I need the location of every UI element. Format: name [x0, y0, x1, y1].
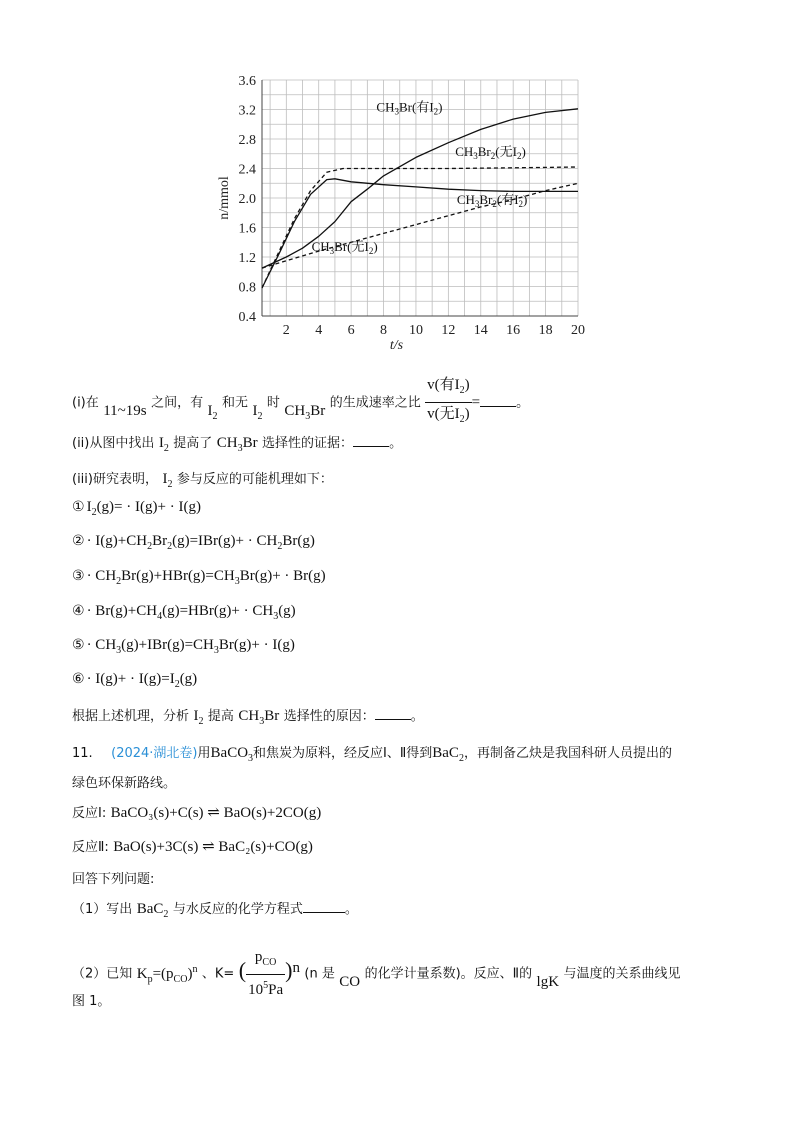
- analysis-mid: 提高: [207, 709, 234, 724]
- mechanism-step: [72, 668, 197, 696]
- reaction-2-equation: BaO(s)+3C(s) ⇌ BaC₂(s)+CO(g): [113, 839, 313, 855]
- q11-part2-line2: 图 1。: [72, 994, 111, 1009]
- kp-expression: $K_p=(p_{CO})^n$: [136, 963, 198, 985]
- q11-part2: （2）已知 $K_p=(p_{CO})^n$ 、K= ( $\frac{p_{CO}}{10^5Pa}$ )$^n$ (n 是 CO 的化学计量系数)。反应、Ⅱ的 lgK 与温度的关系曲线见: [72, 946, 681, 1001]
- q-ii-i2: $I_2$: [158, 435, 169, 454]
- y-tick-label: 2.0: [238, 192, 256, 207]
- q-i-between: 之间，有: [151, 395, 204, 411]
- mechanism-step: [72, 634, 295, 662]
- mechanism-step: [72, 496, 201, 524]
- series-label: $CH_3Br_2$(有$I_2$): [456, 191, 528, 209]
- q-ii-product: $CH_3Br$: [216, 435, 258, 454]
- y-tick-label: 3.6: [238, 74, 256, 89]
- y-axis-label: n/mmol: [217, 176, 232, 220]
- q-ii-mid: 提高了: [173, 436, 213, 451]
- answer-blank-analysis: [375, 707, 411, 720]
- q-i-product: $CH_3Br$: [284, 402, 326, 422]
- step-equation: · $CH_2Br(g)+HBr(g)=CH_3Br(g)+ \cdot Br(g)$: [86, 568, 326, 587]
- reaction-2: 反应Ⅱ: BaO(s)+3C(s) ⇌ BaC₂(s)+CO(g): [72, 839, 313, 855]
- y-tick-label: 0.8: [238, 280, 256, 296]
- reaction-1: 反应Ⅰ: BaCO₃(s)+C(s) ⇌ BaO(s)+2CO(g): [72, 805, 322, 821]
- x-tick-label: 6: [347, 323, 355, 338]
- y-tick-label: 0.4: [238, 310, 256, 325]
- q-iii-suffix: 参与反应的可能机理如下：: [176, 472, 333, 487]
- q-i-when: 时: [266, 395, 280, 411]
- q11-line2: 绿色环保新路线。: [72, 776, 177, 791]
- series-label: $CH_3Br$(有$I_2$): [376, 99, 443, 117]
- q-iii-i2: $I_2$: [162, 471, 173, 490]
- question-iii: [72, 468, 333, 496]
- q-i-i2b: $I_2$: [252, 402, 263, 422]
- bac2: BaC$_2$: [432, 745, 464, 764]
- x-tick-label: 8: [380, 323, 388, 338]
- analysis-suffix: 选择性的原因：: [283, 709, 375, 724]
- q-i-eq: =: [471, 394, 481, 411]
- mechanism-step: [72, 565, 326, 593]
- q-i-range: 11~19s: [103, 402, 147, 419]
- x-tick-label: 18: [538, 323, 553, 338]
- p1-bac2: BaC$_2$: [136, 901, 169, 920]
- step-number: ④: [72, 603, 85, 619]
- k-fraction: $\frac{p_{CO}}{10^5Pa}$: [246, 946, 285, 1001]
- x-tick-label: 16: [506, 323, 521, 338]
- q-i-prefix: (i)在: [72, 395, 99, 411]
- step-equation: · $CH_3(g)+IBr(g)=CH_3Br(g)+ \cdot I(g)$: [86, 637, 295, 656]
- step-number: ③: [72, 568, 85, 584]
- q-i-and-none: 和无: [222, 395, 249, 411]
- q-ii-suffix: 选择性的证据：: [262, 436, 354, 451]
- question-i: (i)在 11~19s 之间，有 $I_2$ 和无 $I_2$ 时 $CH_3Br$ 的生成速率之比 $\frac{v(有I_2)}{v(无I_2)}$ = 。: [72, 374, 529, 431]
- x-axis-label: t/s: [389, 338, 404, 353]
- x-tick-label: 20: [571, 323, 585, 338]
- answer-blank-p1: [303, 900, 345, 913]
- y-tick-label: 3.2: [238, 103, 256, 119]
- reaction-1-equation: BaCO₃(s)+C(s) ⇌ BaO(s)+2CO(g): [110, 805, 322, 821]
- analysis-question: 根据上述机理，分析 $I_2$ 提高 $CH_3Br$ 选择性的原因： 。: [72, 708, 424, 727]
- step-number: ⑤: [72, 637, 85, 653]
- baco3: BaCO$_3$: [210, 745, 254, 764]
- y-tick-label: 2.4: [238, 162, 256, 178]
- q11-line1: 11. (2024·湖北卷)用BaCO$_3$和焦炭为原料，经反应Ⅰ、Ⅱ得到BaC$_2$，再制备乙炔是我国科研人员提出的: [72, 745, 672, 764]
- y-tick-label: 1.2: [238, 251, 256, 266]
- series-label: $CH_3Br_2$(无$I_2$): [455, 143, 526, 161]
- x-tick-label: 10: [408, 323, 423, 338]
- analysis-i2: $I_2$: [193, 708, 204, 727]
- q-iii-prefix: (iii)研究表明，: [72, 472, 158, 487]
- step-number: ②: [72, 533, 85, 549]
- answer-prompt: 回答下列问题:: [72, 872, 155, 887]
- q11-source[interactable]: (2024·湖北卷): [111, 746, 198, 761]
- step-equation: · $I(g)+CH_2Br_2(g)=IBr(g)+ \cdot CH_2Br(g)$: [86, 533, 315, 552]
- line-chart: [200, 68, 600, 358]
- q-i-rate-ratio: 的生成速率之比: [329, 395, 421, 411]
- mechanism-step: [72, 600, 296, 628]
- series-label: $CH_3Br$(无$I_2$): [311, 239, 378, 257]
- answer-blank-i: [480, 394, 516, 407]
- y-tick-label: 2.8: [238, 133, 256, 148]
- step-equation: · $Br(g)+CH_4(g)=HBr(g)+ \cdot CH_3(g)$: [86, 603, 296, 622]
- question-ii: (ii)从图中找出 $I_2$ 提高了 $CH_3Br$ 选择性的证据： 。: [72, 435, 403, 454]
- rate-fraction: $\frac{v(有I_2)}{v(无I_2)}$: [425, 374, 472, 431]
- answer-blank-ii: [353, 434, 389, 447]
- q-ii-prefix: (ii)从图中找出: [72, 436, 155, 451]
- step-equation: $I_2(g)= \cdot I(g)+ \cdot I(g)$: [86, 499, 201, 518]
- series-line: [262, 109, 578, 268]
- x-tick-label: 14: [473, 323, 488, 338]
- x-tick-label: 12: [441, 323, 456, 338]
- step-number: ⑥: [72, 671, 85, 687]
- analysis-prefix: 根据上述机理，分析: [72, 709, 190, 724]
- x-tick-label: 4: [315, 323, 323, 338]
- analysis-product: $CH_3Br$: [238, 708, 280, 727]
- y-tick-label: 1.6: [238, 221, 256, 237]
- step-number: ①: [72, 499, 85, 515]
- q-i-i2a: $I_2$: [207, 402, 218, 422]
- mechanism-step: [72, 530, 315, 558]
- step-equation: · $I(g)+ \cdot I(g)=I_2(g)$: [86, 671, 198, 690]
- chart-svg: [200, 68, 600, 358]
- x-tick-label: 2: [282, 323, 290, 338]
- q11-number: 11.: [72, 746, 93, 761]
- q11-part1: （1）写出 BaC$_2$ 与水反应的化学方程式 。: [72, 901, 358, 920]
